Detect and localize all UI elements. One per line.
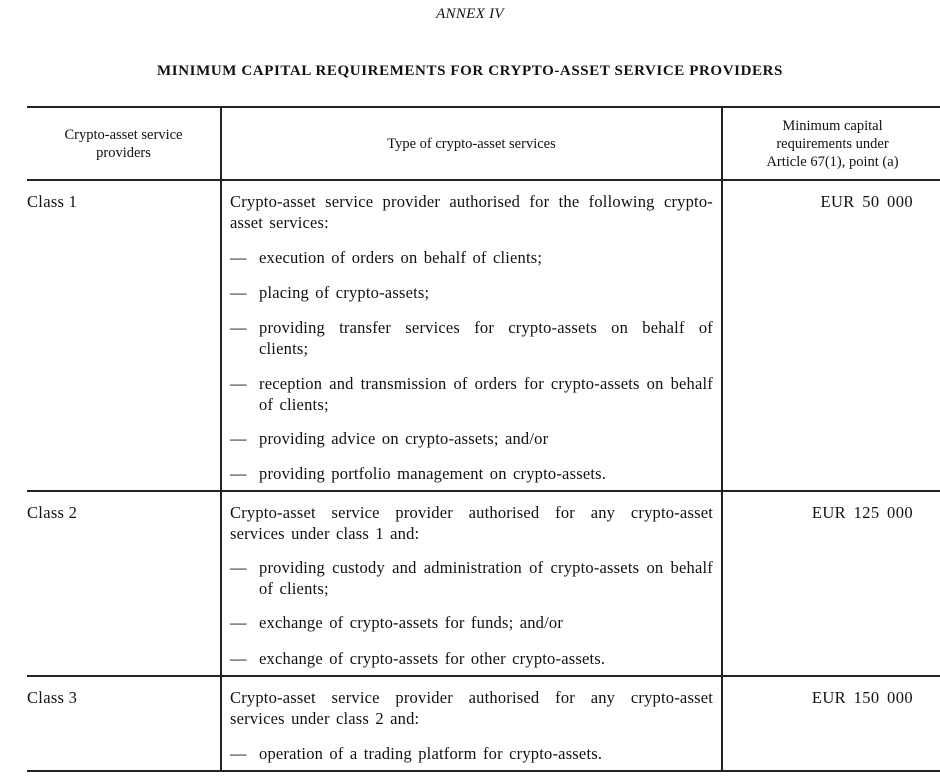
header-min-capital-line3: Article 67(1), point (a) [766, 154, 899, 170]
row-capital-amount: EUR 125 000 [811, 503, 913, 522]
table-top-rule [27, 106, 940, 108]
row-capital-amount: EUR 150 000 [811, 688, 913, 707]
dash-marker: — [230, 283, 247, 302]
dash-marker: — [230, 464, 247, 483]
row-intro-text: Crypto-asset service provider authorised for the following crypto-asset services: [230, 192, 713, 232]
service-item-text: placing of crypto-assets; [259, 283, 430, 302]
header-min-capital-line1: Minimum capital [782, 118, 883, 134]
service-item-text: providing custody and administration of crypto-assets on behalf of clients; [259, 558, 713, 598]
row-class-label: Class 3 [27, 688, 78, 707]
dash-marker: — [230, 558, 247, 577]
header-service-types: Type of crypto-asset services [387, 136, 556, 152]
service-item-text: execution of orders on behalf of clients; [259, 248, 543, 267]
service-item-text: operation of a trading platform for crypto-assets. [259, 744, 603, 763]
service-item-text: exchange of crypto-assets for funds; and/or [259, 613, 564, 632]
header-bottom-rule [27, 179, 940, 181]
dash-marker: — [230, 374, 247, 393]
document-title: MINIMUM CAPITAL REQUIREMENTS FOR CRYPTO-ASSET SERVICE PROVIDERS [157, 63, 783, 79]
header-providers-line2: providers [96, 145, 151, 161]
row-intro-text: Crypto-asset service provider authorised for any crypto-asset services under class 2 and: [230, 688, 713, 728]
dash-marker: — [230, 429, 247, 448]
service-item-text: providing portfolio management on crypto-assets. [259, 464, 607, 483]
annex-label: ANNEX IV [436, 6, 504, 22]
dash-marker: — [230, 649, 247, 668]
dash-marker: — [230, 318, 247, 337]
dash-marker: — [230, 613, 247, 632]
row-intro-text: Crypto-asset service provider authorised for any crypto-asset services under class 1 and: [230, 503, 713, 543]
column-divider-1 [220, 106, 222, 772]
table-bottom-rule [27, 770, 940, 772]
row-class-label: Class 2 [27, 503, 78, 522]
column-divider-2 [721, 106, 723, 772]
header-min-capital [723, 117, 940, 171]
header-min-capital-line2: requirements under [776, 136, 889, 152]
header-providers [27, 126, 220, 162]
service-item-text: providing transfer services for crypto-assets on behalf of clients; [259, 318, 713, 358]
service-item-text: exchange of crypto-assets for other crypto-assets. [259, 649, 606, 668]
row2-bottom-rule [27, 675, 940, 677]
row1-bottom-rule [27, 490, 940, 492]
row-class-label: Class 1 [27, 192, 78, 211]
row-capital-amount: EUR 50 000 [820, 192, 913, 211]
dash-marker: — [230, 744, 247, 763]
service-item-text: reception and transmission of orders for crypto-assets on behalf of clients; [259, 374, 713, 414]
header-providers-line1: Crypto-asset service [64, 127, 183, 143]
service-item-text: providing advice on crypto-assets; and/or [259, 429, 549, 448]
dash-marker: — [230, 248, 247, 267]
